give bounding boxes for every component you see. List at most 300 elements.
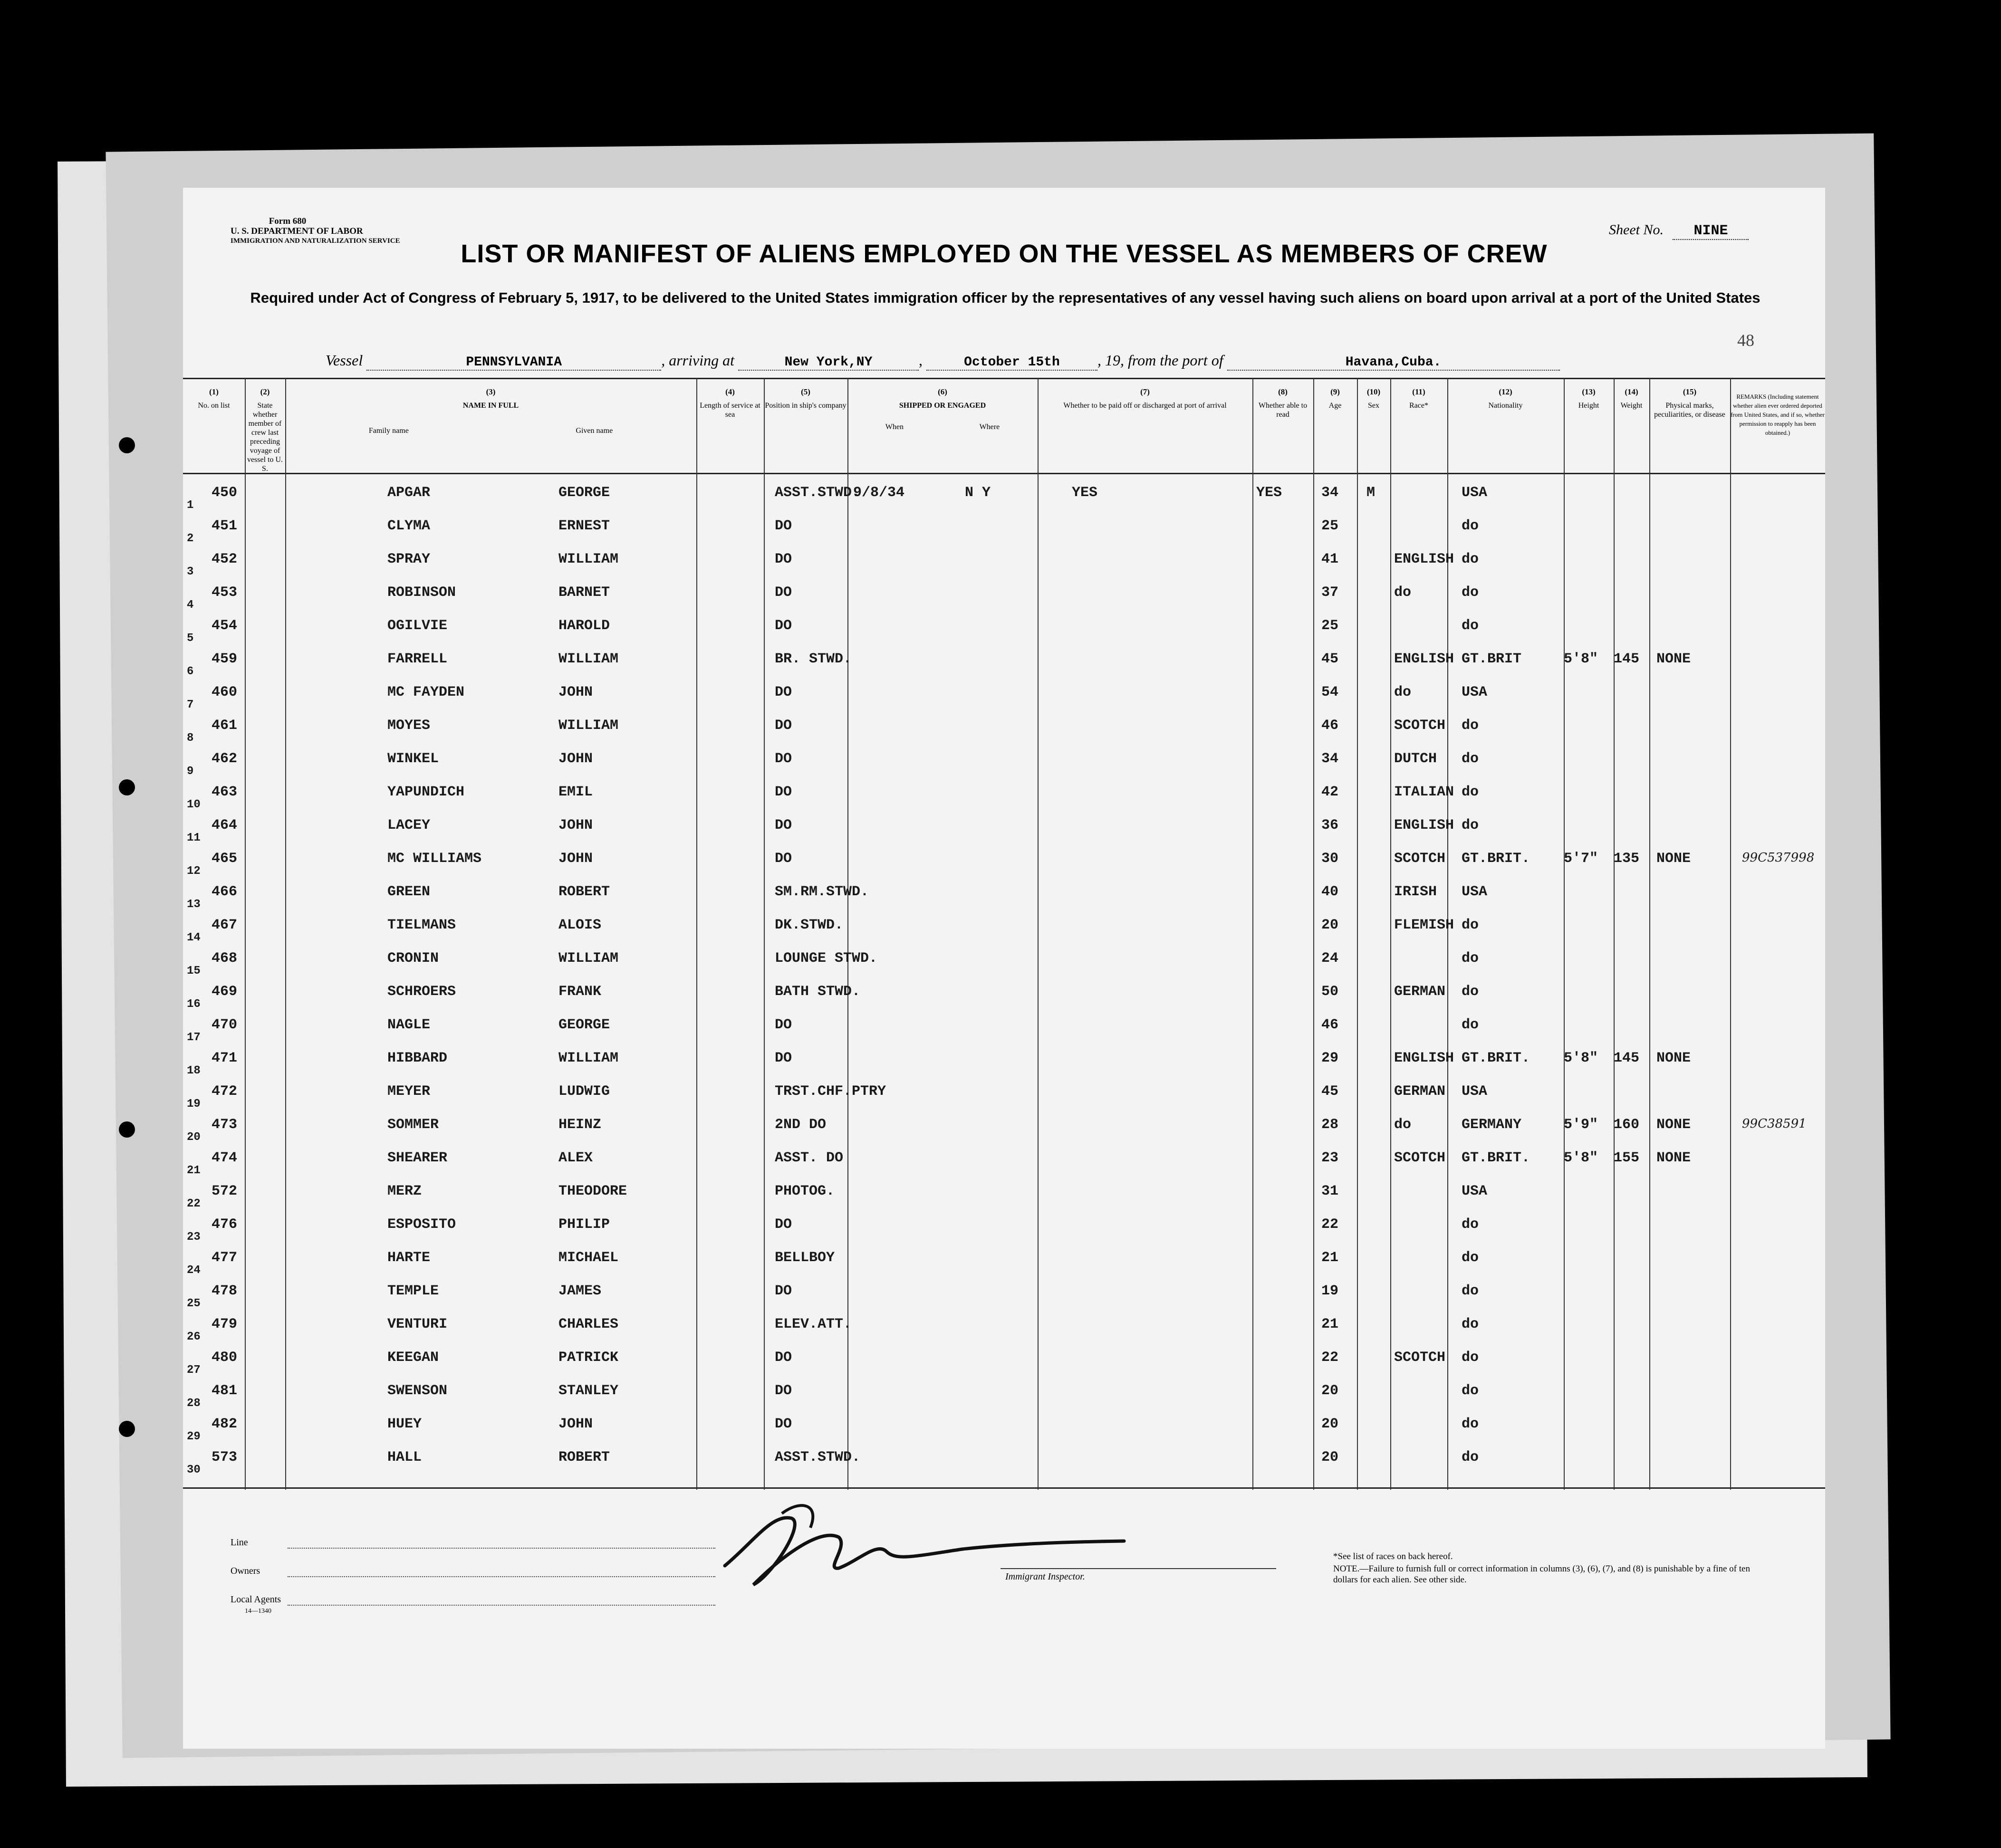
- table-row: [183, 1449, 1825, 1486]
- cell-family-name: MOYES: [387, 718, 431, 734]
- cell-position: DO: [775, 718, 792, 734]
- cell-family-name: MC WILLIAMS: [387, 851, 482, 867]
- cell-line-number: 19: [187, 1098, 201, 1111]
- cell-age: 54: [1321, 684, 1339, 700]
- column-label: SHIPPED OR ENGAGED: [899, 402, 986, 410]
- table-row: [183, 718, 1825, 755]
- sheet-number-label: Sheet No.: [1609, 222, 1664, 238]
- column-header: [183, 387, 245, 410]
- table-row: [183, 618, 1825, 655]
- page-title: LIST OR MANIFEST OF ALIENS EMPLOYED ON THE VESSEL AS MEMBERS OF CREW: [461, 239, 1548, 268]
- column-label: Whether able to read: [1258, 402, 1308, 419]
- cell-position: DO: [775, 518, 792, 534]
- column-header: [1447, 387, 1564, 410]
- owners-label: Owners: [231, 1566, 260, 1576]
- cell-family-name: NAGLE: [387, 1017, 431, 1033]
- cell-family-name: MERZ: [387, 1183, 422, 1199]
- cell-race: ENGLISH: [1394, 651, 1454, 667]
- punch-hole: [119, 437, 135, 453]
- cell-given-name: WILLIAM: [558, 718, 619, 734]
- cell-given-name: GEORGE: [558, 485, 610, 501]
- column-label: Weight: [1620, 402, 1643, 410]
- table-row: [183, 984, 1825, 1021]
- column-header: [285, 387, 696, 435]
- arriving-label: , arriving at: [661, 352, 734, 369]
- cell-weight: 145: [1614, 651, 1640, 667]
- cell-list-number: 471: [212, 1050, 238, 1066]
- cell-list-number: 450: [212, 485, 238, 501]
- cell-race: ENGLISH: [1394, 817, 1454, 833]
- cell-physical-marks: NONE: [1656, 851, 1691, 867]
- table-row: [183, 1416, 1825, 1453]
- cell-nationality: do: [1462, 718, 1479, 734]
- cell-family-name: MC FAYDEN: [387, 684, 465, 700]
- cell-age: 21: [1321, 1250, 1339, 1266]
- cell-list-number: 473: [212, 1117, 238, 1133]
- table-row: [183, 917, 1825, 954]
- cell-given-name: JOHN: [558, 817, 593, 833]
- cell-nationality: do: [1462, 1017, 1479, 1033]
- arrival-port: New York,NY: [738, 355, 919, 371]
- cell-list-number: 463: [212, 784, 238, 800]
- cell-race: do: [1394, 584, 1412, 601]
- cell-age: 40: [1321, 884, 1339, 900]
- cell-race: GERMAN: [1394, 1083, 1446, 1100]
- column-sublabel: Where: [979, 423, 1000, 431]
- cell-nationality: do: [1462, 950, 1479, 967]
- table-row: [183, 1283, 1825, 1320]
- cell-nationality: do: [1462, 984, 1479, 1000]
- cell-position: DK.STWD.: [775, 917, 844, 933]
- cell-given-name: JOHN: [558, 751, 593, 767]
- cell-line-number: 26: [187, 1331, 201, 1343]
- cell-nationality: do: [1462, 518, 1479, 534]
- table-row: [183, 651, 1825, 688]
- cell-age: 31: [1321, 1183, 1339, 1199]
- cell-position: DO: [775, 1216, 792, 1233]
- form-number: Form 680: [269, 216, 307, 226]
- cell-given-name: CHARLES: [558, 1316, 619, 1332]
- cell-shipped-when: 9/8/34: [853, 485, 905, 501]
- cell-race: SCOTCH: [1394, 1350, 1446, 1366]
- column-header: [764, 387, 847, 410]
- line-label: Line: [231, 1537, 248, 1548]
- cell-physical-marks: NONE: [1656, 1050, 1691, 1066]
- cell-line-number: 18: [187, 1064, 201, 1077]
- cell-nationality: do: [1462, 1250, 1479, 1266]
- cell-race: SCOTCH: [1394, 718, 1446, 734]
- cell-nationality: USA: [1462, 884, 1488, 900]
- departure-port: Havana,Cuba.: [1227, 355, 1560, 371]
- cell-shipped-where: N Y: [965, 485, 991, 501]
- cell-nationality: do: [1462, 1449, 1479, 1465]
- cell-line-number: 13: [187, 898, 201, 911]
- table-row: [183, 1017, 1825, 1054]
- cell-position: DO: [775, 584, 792, 601]
- cell-family-name: SWENSON: [387, 1383, 448, 1399]
- cell-given-name: WILLIAM: [558, 651, 619, 667]
- column-number: (10): [1366, 387, 1381, 396]
- manifest-sheet: [183, 188, 1825, 1749]
- cell-physical-marks: NONE: [1656, 1117, 1691, 1133]
- table-row: [183, 851, 1825, 888]
- cell-age: 20: [1321, 1416, 1339, 1432]
- cell-nationality: do: [1462, 751, 1479, 767]
- cell-age: 22: [1321, 1216, 1339, 1233]
- punch-hole: [119, 1121, 135, 1138]
- cell-nationality: do: [1462, 1316, 1479, 1332]
- cell-position: DO: [775, 817, 792, 833]
- vessel-line: Vessel PENNSYLVANIA , arriving at New York,NY , October 15th , 19, from the port of Havana,Cuba.: [326, 352, 1560, 371]
- cell-age: 46: [1321, 718, 1339, 734]
- cell-list-number: 572: [212, 1183, 238, 1199]
- cell-list-number: 464: [212, 817, 238, 833]
- table-row: [183, 884, 1825, 921]
- cell-position: DO: [775, 1283, 792, 1299]
- page-subtitle: Required under Act of Congress of February 5, 1917, to be delivered to the United States immigration officer by the representatives of any vessel having such aliens on board upon arrival at a port of the United States: [250, 289, 1760, 306]
- cell-age: 25: [1321, 518, 1339, 534]
- column-header: [1564, 387, 1614, 410]
- cell-family-name: ROBINSON: [387, 584, 456, 601]
- cell-given-name: ERNEST: [558, 518, 610, 534]
- cell-weight: 135: [1614, 851, 1640, 867]
- cell-sex: M: [1366, 485, 1376, 501]
- cell-line-number: 11: [187, 832, 201, 844]
- cell-list-number: 466: [212, 884, 238, 900]
- cell-list-number: 476: [212, 1216, 238, 1233]
- column-label: Sex: [1368, 402, 1379, 410]
- cell-remarks: 99C38591: [1742, 1117, 1807, 1131]
- cell-list-number: 453: [212, 584, 238, 601]
- cell-line-number: 6: [187, 665, 194, 678]
- column-label: Age: [1328, 402, 1342, 410]
- cell-nationality: do: [1462, 1350, 1479, 1366]
- cell-age: 20: [1321, 917, 1339, 933]
- cell-list-number: 573: [212, 1449, 238, 1465]
- table-row: [183, 1316, 1825, 1353]
- cell-given-name: MICHAEL: [558, 1250, 619, 1266]
- cell-race: ENGLISH: [1394, 551, 1454, 567]
- cell-given-name: ALOIS: [558, 917, 602, 933]
- races-note: *See list of races on back hereof.: [1333, 1551, 1453, 1561]
- cell-list-number: 469: [212, 984, 238, 1000]
- cell-race: IRISH: [1394, 884, 1437, 900]
- cell-given-name: WILLIAM: [558, 1050, 619, 1066]
- table-top-rule: [183, 378, 1825, 379]
- column-label: NAME IN FULL: [462, 402, 519, 410]
- cell-family-name: VENTURI: [387, 1316, 448, 1332]
- cell-family-name: CLYMA: [387, 518, 431, 534]
- cell-given-name: ROBERT: [558, 884, 610, 900]
- cell-given-name: WILLIAM: [558, 551, 619, 567]
- column-number: (4): [725, 387, 735, 396]
- cell-list-number: 461: [212, 718, 238, 734]
- column-label: Height: [1578, 402, 1599, 410]
- column-header: [1313, 387, 1357, 410]
- cell-given-name: LUDWIG: [558, 1083, 610, 1100]
- cell-paid-off: YES: [1072, 485, 1098, 501]
- cell-age: 28: [1321, 1117, 1339, 1133]
- column-label: State whether member of crew last preceding voyage of vessel to U. S.: [247, 402, 283, 473]
- cell-position: TRST.CHF.PTRY: [775, 1083, 886, 1100]
- inspector-label: Immigrant Inspector.: [1005, 1571, 1085, 1582]
- cell-nationality: GT.BRIT: [1462, 651, 1522, 667]
- arrival-date: October 15th: [926, 355, 1097, 371]
- cell-line-number: 14: [187, 931, 201, 944]
- column-label: REMARKS (Including statement whether alien ever ordered deported from United States, and if so, whether permission to reapply has been obtained.): [1731, 393, 1825, 436]
- cell-age: 25: [1321, 618, 1339, 634]
- cell-position: DO: [775, 1350, 792, 1366]
- cell-list-number: 452: [212, 551, 238, 567]
- cell-given-name: JOHN: [558, 684, 593, 700]
- cell-family-name: ESPOSITO: [387, 1216, 456, 1233]
- cell-age: 19: [1321, 1283, 1339, 1299]
- cell-given-name: THEODORE: [558, 1183, 627, 1199]
- form-department: U. S. DEPARTMENT OF LABOR: [231, 226, 363, 236]
- column-number: (7): [1140, 387, 1150, 396]
- cell-age: 37: [1321, 584, 1339, 601]
- cell-given-name: JOHN: [558, 851, 593, 867]
- cell-line-number: 15: [187, 965, 201, 977]
- penalty-note: NOTE.—Failure to furnish full or correct information in columns (3), (6), (7), and (8) is punishable by a fine of ten dollars for each alien. See other side.: [1333, 1564, 1750, 1585]
- cell-race: do: [1394, 684, 1412, 700]
- cell-position: DO: [775, 784, 792, 800]
- column-number: (5): [801, 387, 810, 396]
- cell-family-name: HALL: [387, 1449, 422, 1465]
- table-row: [183, 1350, 1825, 1387]
- cell-height: 5'9": [1564, 1117, 1598, 1133]
- cell-position: DO: [775, 618, 792, 634]
- cell-position: DO: [775, 1416, 792, 1432]
- column-header: [696, 387, 764, 419]
- cell-age: 24: [1321, 950, 1339, 967]
- cell-position: BATH STWD.: [775, 984, 861, 1000]
- cell-family-name: CRONIN: [387, 950, 439, 967]
- cell-race: ITALIAN: [1394, 784, 1454, 800]
- cell-position: DO: [775, 1383, 792, 1399]
- cell-line-number: 21: [187, 1164, 201, 1177]
- cell-given-name: JOHN: [558, 1416, 593, 1432]
- column-header: [245, 387, 285, 473]
- column-number: (6): [938, 387, 947, 396]
- cell-race: GERMAN: [1394, 984, 1446, 1000]
- cell-position: ASST. DO: [775, 1150, 844, 1166]
- agents-label: Local Agents: [231, 1594, 281, 1605]
- cell-list-number: 454: [212, 618, 238, 634]
- cell-nationality: GT.BRIT.: [1462, 1150, 1530, 1166]
- table-row: [183, 1383, 1825, 1420]
- cell-list-number: 468: [212, 950, 238, 967]
- cell-nationality: USA: [1462, 485, 1488, 501]
- cell-family-name: TEMPLE: [387, 1283, 439, 1299]
- cell-weight: 160: [1614, 1117, 1640, 1133]
- cell-age: 29: [1321, 1050, 1339, 1066]
- column-number: (3): [486, 387, 496, 396]
- table-row: [183, 784, 1825, 821]
- cell-age: 34: [1321, 751, 1339, 767]
- column-number: (9): [1330, 387, 1340, 396]
- cell-given-name: FRANK: [558, 984, 602, 1000]
- cell-list-number: 477: [212, 1250, 238, 1266]
- cell-list-number: 465: [212, 851, 238, 867]
- column-header: [1390, 387, 1447, 410]
- cell-family-name: LACEY: [387, 817, 431, 833]
- cell-family-name: HIBBARD: [387, 1050, 448, 1066]
- column-header: [1730, 387, 1825, 437]
- cell-age: 45: [1321, 1083, 1339, 1100]
- cell-weight: 155: [1614, 1150, 1640, 1166]
- cell-given-name: PHILIP: [558, 1216, 610, 1233]
- cell-line-number: 8: [187, 732, 194, 745]
- column-label: Position in ship's company: [765, 402, 847, 410]
- cell-family-name: YAPUNDICH: [387, 784, 465, 800]
- cell-age: 21: [1321, 1316, 1339, 1332]
- cell-line-number: 24: [187, 1264, 201, 1277]
- cell-position: SM.RM.STWD.: [775, 884, 869, 900]
- cell-nationality: do: [1462, 1283, 1479, 1299]
- cell-race: SCOTCH: [1394, 1150, 1446, 1166]
- cell-family-name: SCHROERS: [387, 984, 456, 1000]
- inspector-signature: [696, 1485, 1172, 1599]
- cell-position: PHOTOG.: [775, 1183, 835, 1199]
- cell-given-name: EMIL: [558, 784, 593, 800]
- cell-able-to-read: YES: [1256, 485, 1282, 501]
- table-row: [183, 1117, 1825, 1154]
- cell-age: 20: [1321, 1383, 1339, 1399]
- cell-nationality: do: [1462, 1416, 1479, 1432]
- sheet-number-value: NINE: [1673, 223, 1749, 240]
- cell-line-number: 25: [187, 1297, 201, 1310]
- cell-age: 23: [1321, 1150, 1339, 1166]
- cell-given-name: GEORGE: [558, 1017, 610, 1033]
- table-row: [183, 1083, 1825, 1120]
- cell-age: 45: [1321, 651, 1339, 667]
- punch-hole: [119, 1421, 135, 1437]
- cell-line-number: 1: [187, 499, 194, 512]
- cell-line-number: 29: [187, 1430, 201, 1443]
- cell-nationality: do: [1462, 618, 1479, 634]
- table-row: [183, 1050, 1825, 1087]
- column-label: Length of service at sea: [700, 402, 760, 419]
- cell-age: 22: [1321, 1350, 1339, 1366]
- column-sublabel: When: [885, 423, 904, 431]
- cell-family-name: FARRELL: [387, 651, 448, 667]
- cell-line-number: 28: [187, 1397, 201, 1410]
- cell-position: 2ND DO: [775, 1117, 827, 1133]
- cell-nationality: GT.BRIT.: [1462, 851, 1530, 867]
- cell-line-number: 20: [187, 1131, 201, 1144]
- cell-list-number: 451: [212, 518, 238, 534]
- cell-line-number: 12: [187, 865, 201, 878]
- cell-line-number: 16: [187, 998, 201, 1011]
- vessel-label: Vessel: [326, 352, 363, 369]
- cell-age: 34: [1321, 485, 1339, 501]
- column-label: No. on list: [198, 402, 230, 410]
- cell-position: DO: [775, 851, 792, 867]
- cell-family-name: HUEY: [387, 1416, 422, 1432]
- column-header: [1038, 387, 1252, 410]
- cell-given-name: JAMES: [558, 1283, 602, 1299]
- cell-position: BR. STWD.: [775, 651, 852, 667]
- cell-line-number: 27: [187, 1364, 201, 1377]
- page-mark: 48: [1737, 331, 1754, 350]
- cell-race: DUTCH: [1394, 751, 1437, 767]
- column-sublabel: Family name: [368, 427, 409, 435]
- table-row: [183, 751, 1825, 788]
- cell-height: 5'8": [1564, 1150, 1598, 1166]
- year-label: , 19: [1097, 352, 1120, 369]
- cell-nationality: GT.BRIT.: [1462, 1050, 1530, 1066]
- cell-physical-marks: NONE: [1656, 651, 1691, 667]
- column-label: Race*: [1409, 402, 1428, 410]
- cell-age: 41: [1321, 551, 1339, 567]
- table-row: [183, 551, 1825, 588]
- cell-nationality: do: [1462, 584, 1479, 601]
- column-number: (14): [1625, 387, 1638, 396]
- cell-race: SCOTCH: [1394, 851, 1446, 867]
- cell-nationality: USA: [1462, 1183, 1488, 1199]
- from-label: , from the port of: [1120, 352, 1223, 369]
- column-header: [847, 387, 1038, 431]
- cell-nationality: do: [1462, 551, 1479, 567]
- cell-list-number: 460: [212, 684, 238, 700]
- cell-nationality: do: [1462, 1216, 1479, 1233]
- cell-given-name: PATRICK: [558, 1350, 619, 1366]
- cell-list-number: 481: [212, 1383, 238, 1399]
- table-row: [183, 1250, 1825, 1287]
- cell-race: FLEMISH: [1394, 917, 1454, 933]
- table-row: [183, 584, 1825, 622]
- cell-age: 46: [1321, 1017, 1339, 1033]
- column-label: Physical marks, peculiarities, or disease: [1654, 402, 1725, 419]
- cell-physical-marks: NONE: [1656, 1150, 1691, 1166]
- form-service: IMMIGRATION AND NATURALIZATION SERVICE: [231, 237, 400, 245]
- cell-list-number: 467: [212, 917, 238, 933]
- cell-family-name: SPRAY: [387, 551, 431, 567]
- cell-age: 36: [1321, 817, 1339, 833]
- column-number: (8): [1278, 387, 1288, 396]
- cell-nationality: USA: [1462, 684, 1488, 700]
- cell-given-name: BARNET: [558, 584, 610, 601]
- cell-position: DO: [775, 551, 792, 567]
- column-header: [1614, 387, 1649, 410]
- column-sublabel: Given name: [576, 427, 613, 435]
- cell-family-name: OGILVIE: [387, 618, 448, 634]
- column-label: Whether to be paid off or discharged at port of arrival: [1063, 402, 1227, 410]
- column-number: (11): [1412, 387, 1425, 396]
- cell-line-number: 30: [187, 1464, 201, 1476]
- cell-given-name: ALEX: [558, 1150, 593, 1166]
- column-number: (2): [260, 387, 270, 396]
- cell-nationality: USA: [1462, 1083, 1488, 1100]
- table-row: [183, 1150, 1825, 1187]
- cell-family-name: MEYER: [387, 1083, 431, 1100]
- cell-race: do: [1394, 1117, 1412, 1133]
- table-row: [183, 1216, 1825, 1254]
- cell-age: 50: [1321, 984, 1339, 1000]
- column-number: (12): [1499, 387, 1512, 396]
- cell-line-number: 23: [187, 1231, 201, 1244]
- cell-given-name: STANLEY: [558, 1383, 619, 1399]
- column-header: [1649, 387, 1730, 419]
- cell-age: 42: [1321, 784, 1339, 800]
- cell-age: 20: [1321, 1449, 1339, 1465]
- manifest-table: [183, 378, 1825, 1490]
- cell-list-number: 459: [212, 651, 238, 667]
- cell-list-number: 482: [212, 1416, 238, 1432]
- column-number: (15): [1683, 387, 1697, 396]
- cell-line-number: 17: [187, 1031, 201, 1044]
